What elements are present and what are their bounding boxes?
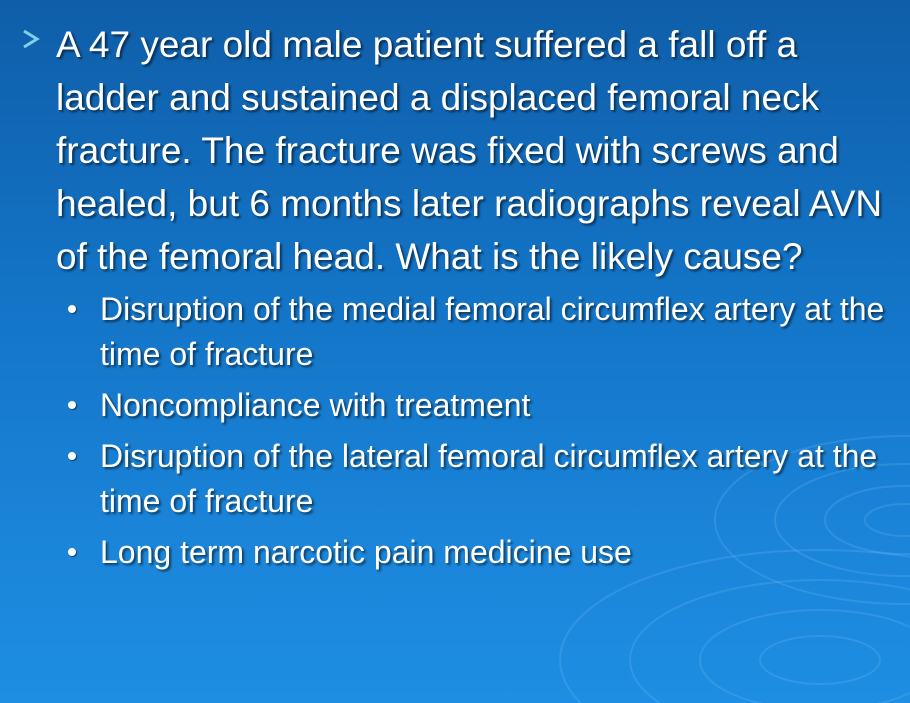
question-block <box>20 18 900 283</box>
dot-bullet-icon <box>68 452 76 460</box>
arrowhead-bullet-icon <box>20 28 42 50</box>
answer-option-text: Disruption of the lateral femoral circumflex artery at the time of fracture <box>100 438 878 519</box>
answer-option-text: Long term narcotic pain medicine use <box>100 534 632 570</box>
dot-bullet-icon <box>68 305 76 313</box>
answer-option <box>64 434 900 524</box>
answer-option <box>64 383 900 428</box>
dot-bullet-icon <box>68 401 76 409</box>
answer-option-text: Disruption of the medial femoral circumflex artery at the time of fracture <box>100 291 885 372</box>
answer-option <box>64 287 900 377</box>
question-text: A 47 year old male patient suffered a fall off a ladder and sustained a displaced femoral neck fracture. The fracture was fixed with screws and healed, but 6 months later radiographs reveal AVN of the femoral head. What is the likely cause? <box>56 24 883 277</box>
dot-bullet-icon <box>68 548 76 556</box>
answer-option-text: Noncompliance with treatment <box>100 387 531 423</box>
answer-options-list <box>20 287 900 575</box>
slide-content <box>20 18 900 581</box>
answer-option <box>64 530 900 575</box>
